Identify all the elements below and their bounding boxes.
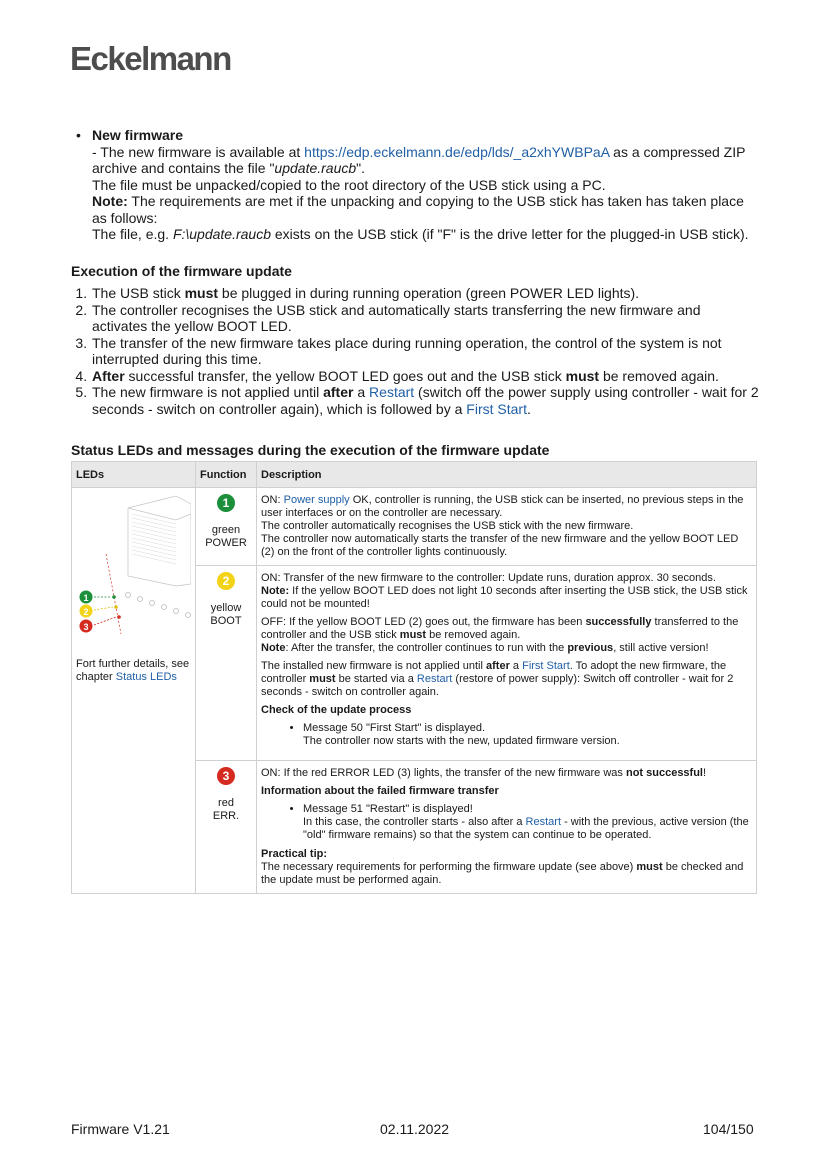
function-power: 1 green POWER xyxy=(196,487,257,565)
new-firmware-line1: - The new firmware is available at https://edp.eckelmann.de/edp/lds/_a2xhYWBPaA as a compressed ZIP archive and contains the file "update.raucb". xyxy=(92,143,746,176)
description-power: ON: Power supply OK, controller is running, the USB stick can be inserted, no previous steps in the user interfaces or on the controller are necessary. The controller automatically recognises the USB stick with the new firmware. The controller now automatically starts the transfer of the new firmware and the yellow BOOT LED (2) on the front of the controller lights continuously. xyxy=(257,487,757,565)
svg-text:2: 2 xyxy=(83,606,89,617)
leds-cell xyxy=(72,487,196,893)
status-table xyxy=(71,461,757,894)
footer-date: 02.11.2022 xyxy=(380,1121,450,1137)
power-led-icon: 1 xyxy=(217,494,235,512)
execution-heading: Execution of the firmware update xyxy=(71,262,292,279)
svg-text:1: 1 xyxy=(83,592,89,603)
restart-link[interactable]: Restart xyxy=(369,384,415,400)
status-heading: Status LEDs and messages during the execution of the firmware update xyxy=(71,442,550,458)
download-link[interactable]: https://edp.eckelmann.de/edp/lds/_a2xhYWBPaA xyxy=(304,143,610,160)
table-header-row xyxy=(72,461,757,487)
new-firmware-section xyxy=(71,127,759,243)
bullet-dot: • xyxy=(76,127,81,143)
col-leds: LEDs xyxy=(72,461,196,487)
execution-steps xyxy=(71,285,759,417)
step-2: 2. The controller recognises the USB stick and automatically starts transferring the new firmware and activates the yellow BOOT LED. xyxy=(91,302,759,335)
new-firmware-line2: The file must be unpacked/copied to the root directory of the USB stick using a PC. xyxy=(92,176,606,193)
error-led-icon: 3 xyxy=(217,767,235,785)
first-start-link-2[interactable]: First Start xyxy=(522,659,570,672)
restart-link-2[interactable]: Restart xyxy=(416,672,453,685)
step-3: 3. The transfer of the new firmware takes place during running operation, the control of the system is not interrupted during this time. xyxy=(91,335,759,368)
eckelmann-logo: Eckelmann xyxy=(70,40,231,77)
new-firmware-note: Note: The requirements are met if the unpacking and copying to the USB stick has taken has taken place as follows: xyxy=(92,193,744,226)
table-row-power xyxy=(72,487,757,565)
status-leds-link[interactable]: Status LEDs xyxy=(115,670,177,683)
step-1: 1. The USB stick must be plugged in during running operation (green POWER LED lights). xyxy=(91,285,759,302)
controller-led-diagram xyxy=(76,494,191,654)
further-details: Fort further details, see chapter Status LEDs xyxy=(76,657,190,683)
restart-link-3[interactable]: Restart xyxy=(525,815,562,828)
col-description: Description xyxy=(257,461,757,487)
footer-version: Firmware V1.21 xyxy=(71,1121,170,1137)
function-error: 3 red ERR. xyxy=(196,760,257,893)
new-firmware-title: New firmware xyxy=(92,127,184,143)
step-4: 4. After successful transfer, the yellow BOOT LED goes out and the USB stick must be removed again. xyxy=(91,368,759,385)
footer-page-number: 104/150 xyxy=(703,1121,754,1137)
col-function: Function xyxy=(196,461,257,487)
page-content xyxy=(71,127,759,894)
description-boot: ON: Transfer of the new firmware to the controller: Update runs, duration approx. 30 seconds. Note: If the yellow BOOT LED does not light 10 seconds after inserting the USB stick, the USB stick could not be mounted! OFF: If the yellow BOOT LED (2) goes out, the firmware has been successfully transferred to the controller and the USB stick must be removed again. Note: After the transfer, the controller continues to run with the previous, still active version! The installed new firmware is not applied until after a First Start. To adopt the new firmware, the controller must be started via a Restart (restore of power supply): Switch off controller - wait for 2 seconds - switch on controller again. Check of the update process • Message 50 "First Start" is displayed. The controller now starts with the new, updated firmware version. xyxy=(257,565,757,760)
first-start-link[interactable]: First Start xyxy=(466,400,527,417)
svg-text:3: 3 xyxy=(83,621,89,632)
function-boot: 2 yellow BOOT xyxy=(196,565,257,760)
step-5: 5. The new firmware is not applied until after a Restart (switch off the power supply using controller - wait for 2 seconds - switch on controller again), which is followed by a First Start. xyxy=(91,384,759,417)
boot-led-icon: 2 xyxy=(217,572,235,590)
power-supply-link[interactable]: Power supply xyxy=(283,493,350,506)
description-error: ON: If the red ERROR LED (3) lights, the transfer of the new firmware was not successful! Information about the failed firmware transfer • Message 51 "Restart" is displayed! In this case, the controller starts - also after a Restart - with the previous, active version (the "old" firmware remains) so that the system can continue to be operated. Practical tip: The necessary requirements for performing the firmware update (see above) must be checked and the update must be performed again. xyxy=(257,760,757,893)
new-firmware-line3: The file, e.g. F:\update.raucb exists on the USB stick (if "F" is the drive letter for the plugged-in USB stick). xyxy=(92,226,749,242)
